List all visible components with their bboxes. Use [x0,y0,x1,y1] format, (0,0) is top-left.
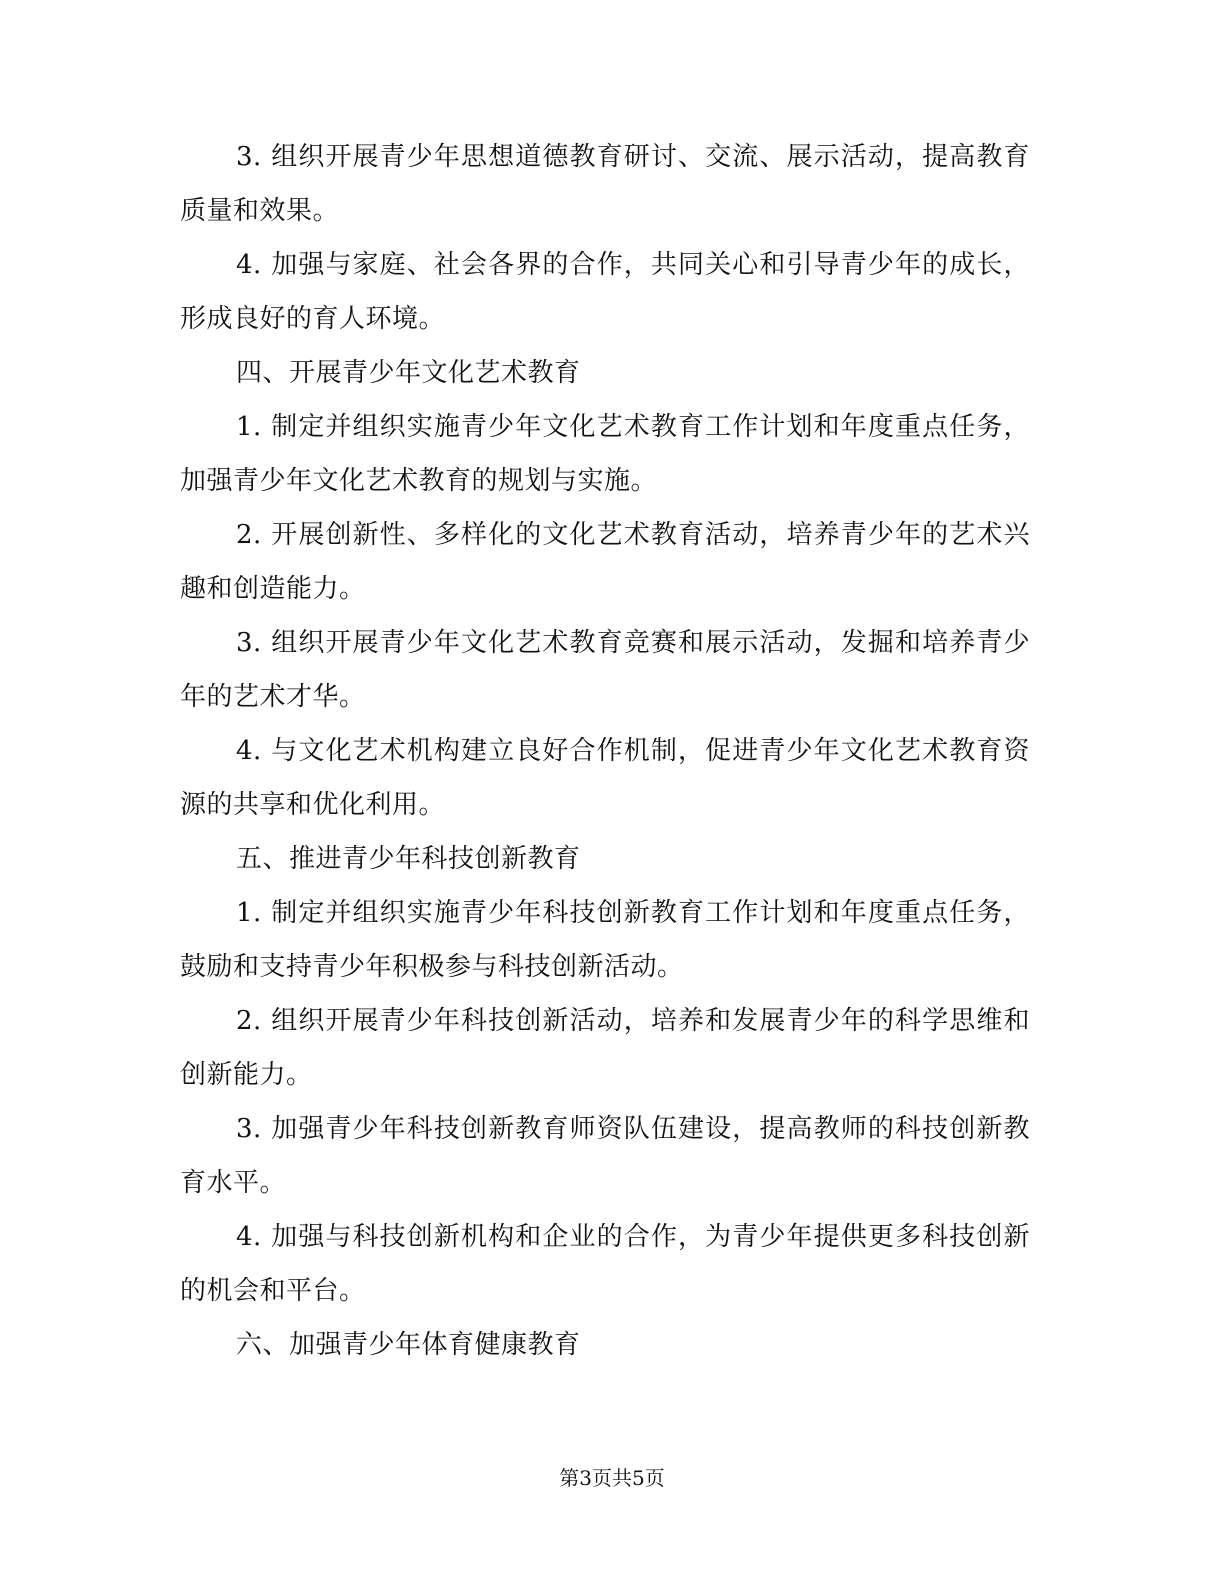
paragraph-tech-1: 1. 制定并组织实施青少年科技创新教育工作计划和年度重点任务，鼓励和支持青少年积极参与科技创新活动。 [180,898,1030,982]
paragraph-culture-1: 1. 制定并组织实施青少年文化艺术教育工作计划和年度重点任务，加强青少年文化艺术教育的规划与实施。 [180,412,1030,496]
page-number-footer: 第3页共5页 [559,1466,665,1490]
paragraph-culture-4: 4. 与文化艺术机构建立良好合作机制，促进青少年文化艺术教育资源的共享和优化利用。 [180,736,1030,820]
paragraph-tech-2: 2. 组织开展青少年科技创新活动，培养和发展青少年的科学思维和创新能力。 [180,1006,1030,1090]
section-heading-tech-innovation: 五、推进青少年科技创新教育 [236,844,581,874]
paragraph-culture-3: 3. 组织开展青少年文化艺术教育竞赛和展示活动，发掘和培养青少年的艺术才华。 [180,628,1030,712]
paragraph-moral-3: 3. 组织开展青少年思想道德教育研讨、交流、展示活动，提高教育质量和效果。 [180,142,1030,226]
paragraph-moral-4: 4. 加强与家庭、社会各界的合作，共同关心和引导青少年的成长，形成良好的育人环境。 [180,250,1030,334]
paragraph-tech-4: 4. 加强与科技创新机构和企业的合作，为青少年提供更多科技创新的机会和平台。 [180,1222,1030,1306]
section-heading-sports-health: 六、加强青少年体育健康教育 [236,1330,581,1360]
document-body [180,130,1030,1372]
paragraph-tech-3: 3. 加强青少年科技创新教育师资队伍建设，提高教师的科技创新教育水平。 [180,1114,1030,1198]
paragraph-culture-2: 2. 开展创新性、多样化的文化艺术教育活动，培养青少年的艺术兴趣和创造能力。 [180,520,1030,604]
section-heading-culture-art: 四、开展青少年文化艺术教育 [236,358,581,388]
